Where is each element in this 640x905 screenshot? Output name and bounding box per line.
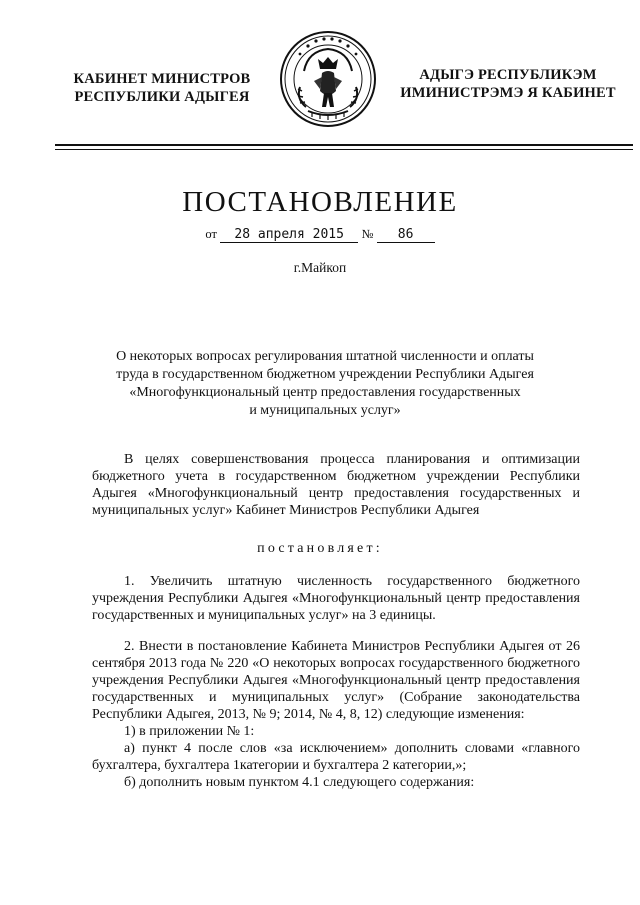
coat-of-arms-icon: [278, 29, 378, 129]
item-2-section: [92, 638, 580, 791]
document-number: 86: [377, 227, 435, 243]
item-1-paragraph: 1. Увеличить штатную численность государственного бюджетного учреждения Республики Адыгея «Многофункциональный центр предоставления государственных и муниципальных услуг» на 3 единицы.: [92, 574, 580, 623]
document-date: 28 апреля 2015: [220, 227, 358, 243]
header-divider-thick: [55, 144, 633, 146]
issuer-adyghe-line-1: АДЫГЭ РЕСПУБЛИКЭМ: [419, 67, 597, 83]
subject-line-3: «Многофункциональный центр предоставления государственных: [129, 385, 521, 400]
number-prefix: №: [361, 227, 374, 241]
issuer-line-2: РЕСПУБЛИКИ АДЫГЕЯ: [74, 89, 250, 105]
subject-line-4: и муниципальных услуг»: [249, 403, 401, 418]
subitem-1: 1) в приложении № 1:: [124, 724, 255, 739]
issuer-line-1: КАБИНЕТ МИНИСТРОВ: [73, 71, 251, 87]
item-2-paragraph: 2. Внести в постановление Кабинета Министров Республики Адыгея от 26 сентября 2013 года № 220 «О некоторых вопросах государственного бюджетного учреждения Республики Адыгея «Многофункциональный центр предоставления государственных и муниципальных услуг» (Собрание законодательства Республики Адыгея, 2013, № 9; 2014, № 4, 8, 12) следующие изменения:: [92, 639, 580, 722]
subject-line-2: труда в государственном бюджетном учреждении Республики Адыгея: [116, 367, 534, 382]
subject-line-1: О некоторых вопросах регулирования штатной численности и оплаты: [116, 349, 534, 364]
issuer-name-adyghe: [392, 66, 624, 102]
document-subject: [95, 348, 555, 420]
date-prefix: от: [205, 227, 217, 241]
issuer-name-russian: [62, 70, 262, 106]
preamble-paragraph: В целях совершенствования процесса планирования и оптимизации бюджетного учета в государственном бюджетном учреждении Республики Адыгея «Многофункциональный центр предоставления государственных и муниципальных услуг» Кабинет Министров Республики Адыгея: [92, 452, 580, 518]
document-city: г.Майкоп: [293, 260, 347, 275]
header-divider-thin: [55, 149, 633, 150]
document-title: ПОСТАНОВЛЕНИЕ: [182, 186, 458, 218]
subitem-1a: а) пункт 4 после слов «за исключением» дополнить словами «главного бухгалтера, бухгалтера 1категории и бухгалтера 2 категории,»;: [92, 741, 580, 773]
issuer-adyghe-line-2: ИМИНИСТРЭМЭ Я КАБИНЕТ: [400, 85, 616, 101]
resolves-heading: постановляет:: [257, 541, 383, 556]
date-number-line: [0, 226, 640, 243]
subitem-1b: б) дополнить новым пунктом 4.1 следующего содержания:: [124, 775, 475, 790]
